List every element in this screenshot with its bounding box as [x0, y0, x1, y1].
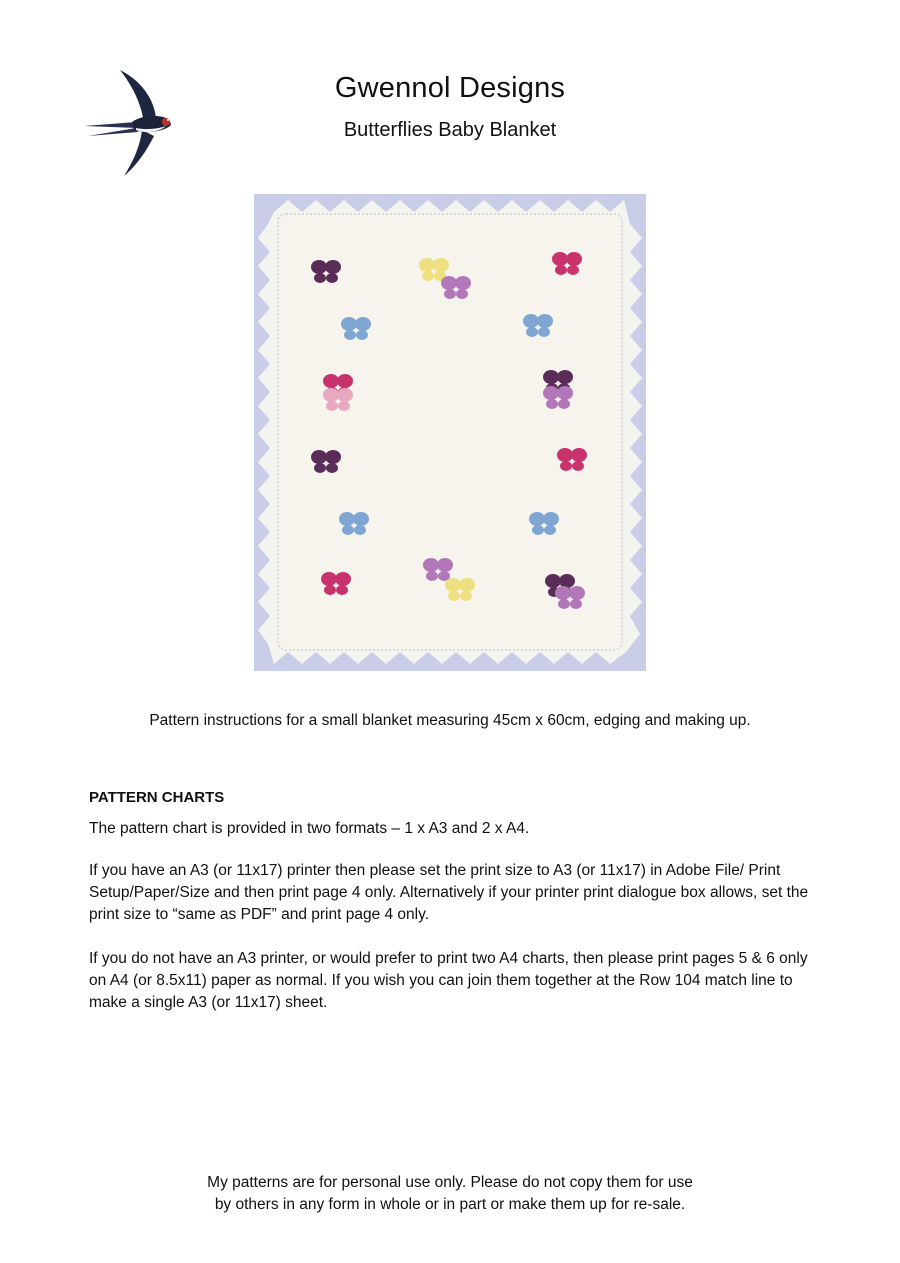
page-subtitle: Butterflies Baby Blanket: [343, 119, 557, 141]
paragraph-a4-printing: If you do not have an A3 printer, or would prefer to print two A4 charts, then please print pages 5 & 6 only on A4 (or 8.5x11) paper as normal. If you wish you can join them together at the Row 104 match line to make a single A3 (or 11x17) sheet.: [89, 950, 808, 1011]
paragraph-a3-printing: If you have an A3 (or 11x17) printer then please set the print size to A3 (or 11x17) in Adobe File/ Print Setup/Paper/Size and then print page 4 only. Alternatively if your printer print dialogue box allows, set the print size to “same as PDF” and print page 4 only.: [89, 862, 809, 923]
copyright-notice: [0, 1172, 900, 1216]
paragraph-formats: The pattern chart is provided in two formats – 1 x A3 and 2 x A4.: [89, 820, 530, 837]
page-title: Gwennol Designs: [334, 72, 566, 104]
section-heading: PATTERN CHARTS: [89, 789, 225, 806]
copyright-line-2: by others in any form in whole or in part or make them up for re-sale.: [214, 1196, 686, 1213]
copyright-line-1: My patterns are for personal use only. Please do not copy them for use: [207, 1174, 693, 1191]
knitted-blanket-photo: [254, 194, 646, 671]
blanket-caption: Pattern instructions for a small blanket measuring 45cm x 60cm, edging and making up.: [149, 712, 751, 729]
